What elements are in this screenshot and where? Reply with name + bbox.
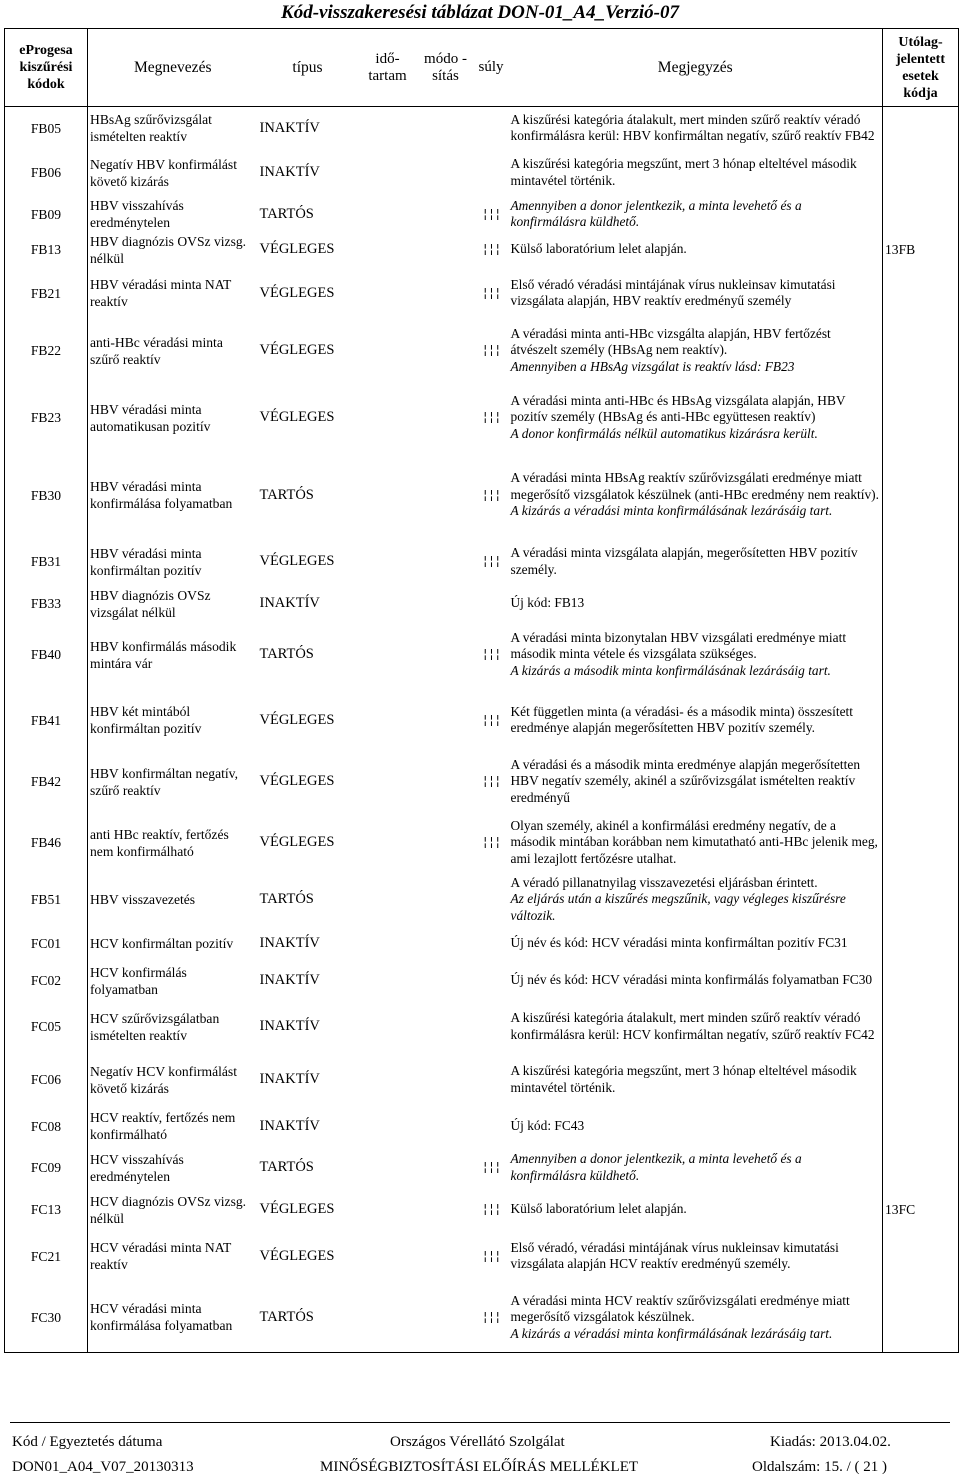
row-weight: ¦¦¦ [481, 242, 501, 256]
row-duration [358, 1283, 418, 1353]
row-weight [474, 1001, 509, 1053]
row-type: VÉGLEGES [259, 1201, 335, 1217]
row-name: HBV konfirmáltan negatív, szűrő reaktív [90, 765, 238, 798]
row-followup-code [883, 1001, 959, 1053]
row-note-text: Külső laboratórium lelet alapján. [510, 1201, 687, 1217]
row-note-text: A kiszűrési kategória megszűnt, mert 3 hónap elteltével második mintavétel történik. [510, 156, 857, 188]
row-duration [358, 812, 418, 874]
row-weight [474, 1107, 509, 1146]
row-code: FC06 [5, 1053, 88, 1107]
row-weight: ¦¦¦ [481, 410, 501, 424]
row-modify [418, 1283, 474, 1353]
table-row [5, 1146, 959, 1190]
row-weight: ¦¦¦ [481, 206, 501, 221]
row-note [509, 537, 883, 587]
table-row [5, 1001, 959, 1053]
row-note-remark: A kizárás a véradási minta konfirmálásának lezárásáig tart. [510, 503, 833, 519]
row-name: HBV véradási minta automatikusan pozitív [90, 401, 211, 434]
row-followup-code [883, 961, 959, 1001]
table-row [5, 454, 959, 537]
row-name: HCV diagnózis OVSz vizsg. nélkül [90, 1193, 247, 1226]
row-followup-code [883, 752, 959, 812]
row-code: FB21 [5, 267, 88, 320]
row-note [509, 1107, 883, 1146]
row-weight: ¦¦¦ [481, 487, 501, 502]
row-type: TARTÓS [259, 646, 314, 662]
row-weight: ¦¦¦ [481, 285, 501, 300]
row-modify [418, 812, 474, 874]
row-name: HBV két mintából konfirmáltan pozitív [90, 704, 202, 736]
row-followup-code [883, 1283, 959, 1353]
row-followup-code [883, 1107, 959, 1146]
row-name: HCV véradási minta konfirmálása folyamatban [88, 1283, 258, 1353]
row-name: HCV véradási minta NAT reaktív [90, 1240, 232, 1272]
table-row [5, 107, 959, 150]
row-followup-code [883, 267, 959, 320]
row-weight [474, 150, 509, 196]
row-code: FB23 [5, 382, 88, 454]
row-duration [358, 961, 418, 1001]
header-note: Megjegyzés [509, 29, 883, 107]
row-note-text: A véradási és a második minta eredménye alapján megerősítetten HBV negatív személy, akinél a szűrővizsgálat ismételten reaktív eredményű [510, 756, 861, 805]
row-duration [358, 233, 418, 267]
row-note [509, 587, 883, 621]
row-weight [474, 587, 509, 621]
row-name: anti HBc reaktív, fertőzés nem konfirmálható [90, 826, 229, 859]
table-row [5, 233, 959, 267]
row-followup-code: 13FC [883, 1190, 959, 1230]
row-duration [358, 107, 418, 150]
row-note [509, 196, 883, 233]
row-type: VÉGLEGES [259, 1247, 335, 1264]
table-row [5, 320, 959, 382]
row-name: HCV szűrővizsgálatban ismételten reaktív [90, 1010, 220, 1043]
row-note-text: Új név és kód: HCV véradási minta konfirmálás folyamatban FC30 [510, 972, 873, 988]
row-duration [358, 320, 418, 382]
row-modify [418, 107, 474, 150]
row-weight: ¦¦¦ [481, 647, 501, 661]
header-duration: idő-tartam [358, 29, 418, 107]
row-type: INAKTÍV [259, 595, 320, 611]
row-duration [358, 1053, 418, 1107]
table-header-row [5, 29, 959, 107]
row-weight: ¦¦¦ [481, 835, 501, 849]
row-followup-code [883, 689, 959, 752]
row-weight: ¦¦¦ [481, 712, 501, 727]
row-name: HCV visszahívás eredménytelen [90, 1151, 184, 1184]
row-code: FB30 [5, 454, 88, 537]
row-code: FB22 [5, 320, 88, 382]
row-note-text: A kiszűrési kategória átalakult, mert minden szűrő reaktív véradó konfirmálásra kerül: HCV konfirmáltan negatív, szűrő reaktív FC42 [510, 1010, 875, 1042]
row-duration [358, 1107, 418, 1146]
row-duration [358, 1001, 418, 1053]
row-duration [358, 267, 418, 320]
row-code: FB40 [5, 621, 88, 689]
row-weight [474, 961, 509, 1001]
row-code: FB46 [5, 812, 88, 874]
row-code: FC01 [5, 926, 88, 961]
row-note [509, 961, 883, 1001]
table-row [5, 689, 959, 752]
footer-page-number: Oldalszám: 15. / ( 21 ) [752, 1459, 887, 1475]
row-note [509, 926, 883, 961]
row-weight: ¦¦¦ [481, 1160, 501, 1174]
row-followup-code [883, 382, 959, 454]
row-note-text: A véradási minta bizonytalan HBV vizsgálati eredménye miatt második minta vétele és vizsgálata szükséges. [510, 629, 847, 662]
row-note-text: A kiszűrési kategória átalakult, mert minden szűrő reaktív véradó konfirmálásra kerül: HBV konfirmáltan negatív, szűrő reaktív FB42 [510, 111, 875, 144]
row-followup-code [883, 1230, 959, 1283]
row-duration [358, 689, 418, 752]
row-followup-code [883, 107, 959, 150]
row-note [509, 1053, 883, 1107]
table-row [5, 196, 959, 233]
row-modify [418, 267, 474, 320]
code-lookup-table [4, 28, 959, 1353]
row-duration [358, 454, 418, 537]
row-modify [418, 1001, 474, 1053]
row-type: INAKTÍV [259, 1071, 320, 1087]
row-modify [418, 961, 474, 1001]
row-code: FB41 [5, 689, 88, 752]
table-row [5, 752, 959, 812]
row-weight: ¦¦¦ [481, 1248, 501, 1263]
row-name: HCV konfirmáltan pozitív [90, 935, 234, 951]
row-name: Negatív HBV konfirmálást követő kizárás [90, 156, 237, 189]
row-modify [418, 1107, 474, 1146]
row-modify [418, 1146, 474, 1190]
row-code: FB33 [5, 587, 88, 621]
row-note-text: Első véradó, véradási mintájának vírus nukleinsav kimutatási vizsgálata alapján HCV reaktív eredményű személy. [510, 1239, 839, 1271]
row-code: FB42 [5, 752, 88, 812]
row-type: TARTÓS [259, 486, 314, 503]
row-followup-code [883, 150, 959, 196]
row-note [509, 267, 883, 320]
row-type: VÉGLEGES [259, 241, 335, 257]
row-followup-code: 13FB [883, 233, 959, 267]
row-note [509, 454, 883, 537]
row-note [509, 1283, 883, 1353]
row-duration [358, 752, 418, 812]
row-note-text: Külső laboratórium lelet alapján. [510, 241, 687, 257]
row-name: HBV visszahívás eredménytelen [90, 198, 184, 230]
row-modify [418, 454, 474, 537]
row-note [509, 621, 883, 689]
row-followup-code [883, 812, 959, 874]
row-note-remark: A kizárás a második minta konfirmálásának lezárásáig tart. [510, 662, 831, 678]
row-modify [418, 320, 474, 382]
row-note [509, 1001, 883, 1053]
table-row [5, 1230, 959, 1283]
row-weight [474, 926, 509, 961]
row-type: INAKTÍV [259, 164, 320, 180]
table-row [5, 1053, 959, 1107]
row-followup-code [883, 926, 959, 961]
row-note [509, 1230, 883, 1283]
row-type: VÉGLEGES [259, 711, 335, 728]
header-modify: módo -sítás [418, 29, 474, 107]
footer-document-type: MINŐSÉGBIZTOSÍTÁSI ELŐÍRÁS MELLÉKLET [320, 1459, 639, 1475]
row-weight [474, 874, 509, 926]
row-note-text: Új kód: FC43 [510, 1117, 585, 1133]
row-weight: ¦¦¦ [481, 1202, 501, 1216]
row-note-remark: Amennyiben a donor jelentkezik, a minta levehető és a konfirmálásra küldhető. [510, 197, 802, 229]
table-row [5, 621, 959, 689]
row-type: VÉGLEGES [259, 553, 335, 569]
row-type: VÉGLEGES [259, 342, 335, 358]
row-code: FC02 [5, 961, 88, 1001]
table-row [5, 1283, 959, 1353]
row-modify [418, 587, 474, 621]
row-name: HBV visszavezetés [90, 892, 196, 907]
row-note-text: A véradási minta HCV reaktív szűrővizsgálati eredménye miatt megerősítő vizsgálatok készülnek. [510, 1292, 850, 1324]
row-followup-code [883, 454, 959, 537]
row-followup-code [883, 1146, 959, 1190]
row-note [509, 382, 883, 454]
row-modify [418, 689, 474, 752]
row-modify [418, 150, 474, 196]
row-note-remark: A donor konfirmálás nélkül automatikus kizárásra került. [510, 425, 818, 441]
table-row [5, 926, 959, 961]
row-weight [474, 1053, 509, 1107]
row-note [509, 1190, 883, 1230]
row-note-text: Olyan személy, akinél a konfirmálási eredmény negatív, de a második mintában korábban nem kimutatható anti-HBc jelenik meg, ami lezajlott fertőzésre utalhat. [510, 817, 878, 866]
row-weight [474, 107, 509, 150]
row-type: VÉGLEGES [259, 284, 335, 301]
row-name: HBV véradási minta konfirmálása folyamatban [90, 479, 233, 511]
row-followup-code [883, 587, 959, 621]
header-name: Megnevezés [88, 29, 258, 107]
row-type: TARTÓS [259, 891, 314, 907]
row-type: INAKTÍV [259, 1117, 320, 1134]
table-row [5, 267, 959, 320]
row-followup-code [883, 196, 959, 233]
row-type: VÉGLEGES [259, 773, 335, 789]
row-weight: ¦¦¦ [481, 774, 501, 788]
row-code: FB51 [5, 874, 88, 926]
row-note-text: Új név és kód: HCV véradási minta konfirmáltan pozitív FC31 [510, 934, 848, 950]
row-duration [358, 382, 418, 454]
footer-organization: Országos Vérellátó Szolgálat [390, 1434, 565, 1450]
row-followup-code [883, 621, 959, 689]
row-note-remark: Amennyiben a donor jelentkezik, a minta levehető és a konfirmálásra küldhető. [510, 1151, 802, 1183]
row-name: HBV konfirmálás második mintára vár [90, 638, 237, 671]
header-followup: Utólag-jelentett esetek kódja [883, 29, 959, 107]
row-note-text: A véradási minta anti-HBc vizsgálta alapján, HBV fertőzést átvészelt személy (HBsAg nem reaktív). [510, 325, 831, 358]
row-note-text: A véradási minta anti-HBc és HBsAg vizsgálata alapján, HBV pozitív személy (HBsAg és anti-HBc együttesen reaktív) [510, 392, 846, 425]
row-code: FB05 [5, 107, 88, 150]
row-duration [358, 1146, 418, 1190]
row-note [509, 150, 883, 196]
footer-document-id: DON01_A04_V07_20130313 [12, 1459, 194, 1475]
row-weight: ¦¦¦ [481, 343, 501, 357]
row-type: INAKTÍV [259, 934, 320, 951]
row-code: FC09 [5, 1146, 88, 1190]
footer-issue-date: Kiadás: 2013.04.02. [770, 1434, 891, 1450]
row-duration [358, 621, 418, 689]
row-name: HBsAg szűrővizsgálat ismételten reaktív [90, 112, 212, 145]
table-row [5, 587, 959, 621]
row-note [509, 812, 883, 874]
row-followup-code [883, 874, 959, 926]
row-weight: ¦¦¦ [481, 554, 501, 568]
row-code: FC13 [5, 1190, 88, 1230]
table-row [5, 874, 959, 926]
row-duration [358, 1230, 418, 1283]
row-duration [358, 874, 418, 926]
table-row [5, 812, 959, 874]
row-note-text: Első véradó véradási mintájának vírus nukleinsav kimutatási vizsgálata alapján, HBV reaktív eredményű személy [510, 276, 836, 308]
row-type: VÉGLEGES [259, 834, 335, 850]
row-code: FC05 [5, 1001, 88, 1053]
row-type: TARTÓS [259, 1159, 314, 1175]
row-duration [358, 587, 418, 621]
table-row [5, 961, 959, 1001]
row-note [509, 107, 883, 150]
row-code: FC30 [5, 1283, 88, 1353]
row-modify [418, 233, 474, 267]
row-modify [418, 874, 474, 926]
table-row [5, 537, 959, 587]
row-note-text: A véradási minta HBsAg reaktív szűrővizsgálati eredménye miatt megerősítő vizsgálatok készülnek (anti-HBc eredmény nem reaktív). [510, 470, 879, 502]
row-note-remark: A kizárás a véradási minta konfirmálásának lezárásáig tart. [510, 1325, 833, 1341]
row-note [509, 320, 883, 382]
table-row [5, 1107, 959, 1146]
row-duration [358, 537, 418, 587]
row-note [509, 874, 883, 926]
row-code: FB06 [5, 150, 88, 196]
row-modify [418, 382, 474, 454]
table-row [5, 382, 959, 454]
row-code: FB31 [5, 537, 88, 587]
row-note-text: A véradó pillanatnyilag visszavezetési eljárásban érintett. [510, 874, 818, 890]
row-note [509, 752, 883, 812]
row-code: FB09 [5, 196, 88, 233]
row-modify [418, 752, 474, 812]
row-followup-code [883, 320, 959, 382]
row-followup-code [883, 537, 959, 587]
row-note [509, 233, 883, 267]
row-code: FB13 [5, 233, 88, 267]
row-note-text: A kiszűrési kategória megszűnt, mert 3 hónap elteltével második mintavétel történik. [510, 1063, 857, 1095]
page-title: Kód-visszakeresési táblázat DON-01_A4_Verzió-07 [281, 2, 679, 23]
row-note-text: Két független minta (a véradási- és a második minta) összesített eredménye alapján megerősítetten HBV pozitív személy. [510, 703, 853, 735]
row-modify [418, 1190, 474, 1230]
footer-code-date-label: Kód / Egyeztetés dátuma [12, 1434, 163, 1450]
row-note [509, 689, 883, 752]
table-row [5, 150, 959, 196]
row-note-text: Új kód: FB13 [510, 595, 585, 611]
row-type: INAKTÍV [259, 119, 320, 136]
row-note-remark: Az eljárás után a kiszűrés megszűnik, vagy végleges kiszűrésre változik. [510, 891, 846, 923]
row-name: HCV konfirmálás folyamatban [90, 964, 187, 997]
row-modify [418, 621, 474, 689]
row-modify [418, 1230, 474, 1283]
row-note-text: A véradási minta vizsgálata alapján, megerősítetten HBV pozitív személy. [510, 545, 858, 577]
footer-divider [10, 1422, 950, 1423]
row-type: TARTÓS [258, 1283, 358, 1353]
row-modify [418, 196, 474, 233]
row-code: FC21 [5, 1230, 88, 1283]
row-modify [418, 1053, 474, 1107]
row-name: HCV reaktív, fertőzés nem konfirmálható [90, 1110, 236, 1142]
row-name: anti-HBc véradási minta szűrő reaktív [90, 334, 223, 367]
row-note-remark: Amennyiben a HBsAg vizsgálat is reaktív lásd: FB23 [510, 358, 795, 374]
row-type: INAKTÍV [259, 972, 320, 988]
row-name: HBV diagnózis OVSz vizsgálat nélkül [90, 587, 211, 620]
table-row [5, 1190, 959, 1230]
row-weight: ¦¦¦ [474, 1283, 509, 1353]
header-code: eProgesa kiszűrési kódok [5, 29, 88, 107]
row-name: HBV véradási minta konfirmáltan pozitív [90, 545, 202, 578]
row-duration [358, 1190, 418, 1230]
row-type: VÉGLEGES [259, 409, 335, 425]
header-weight: súly [474, 29, 509, 107]
header-type: típus [258, 29, 358, 107]
row-type: TARTÓS [259, 205, 314, 222]
row-note [509, 1146, 883, 1190]
row-modify [418, 926, 474, 961]
row-duration [358, 196, 418, 233]
row-modify [418, 537, 474, 587]
row-followup-code [883, 1053, 959, 1107]
row-name: HBV diagnózis OVSz vizsg. nélkül [90, 233, 247, 266]
row-type: INAKTÍV [259, 1018, 320, 1034]
row-name: HBV véradási minta NAT reaktív [90, 277, 232, 309]
row-duration [358, 926, 418, 961]
row-name: Negatív HCV konfirmálást követő kizárás [90, 1063, 237, 1096]
row-duration [358, 150, 418, 196]
row-code: FC08 [5, 1107, 88, 1146]
